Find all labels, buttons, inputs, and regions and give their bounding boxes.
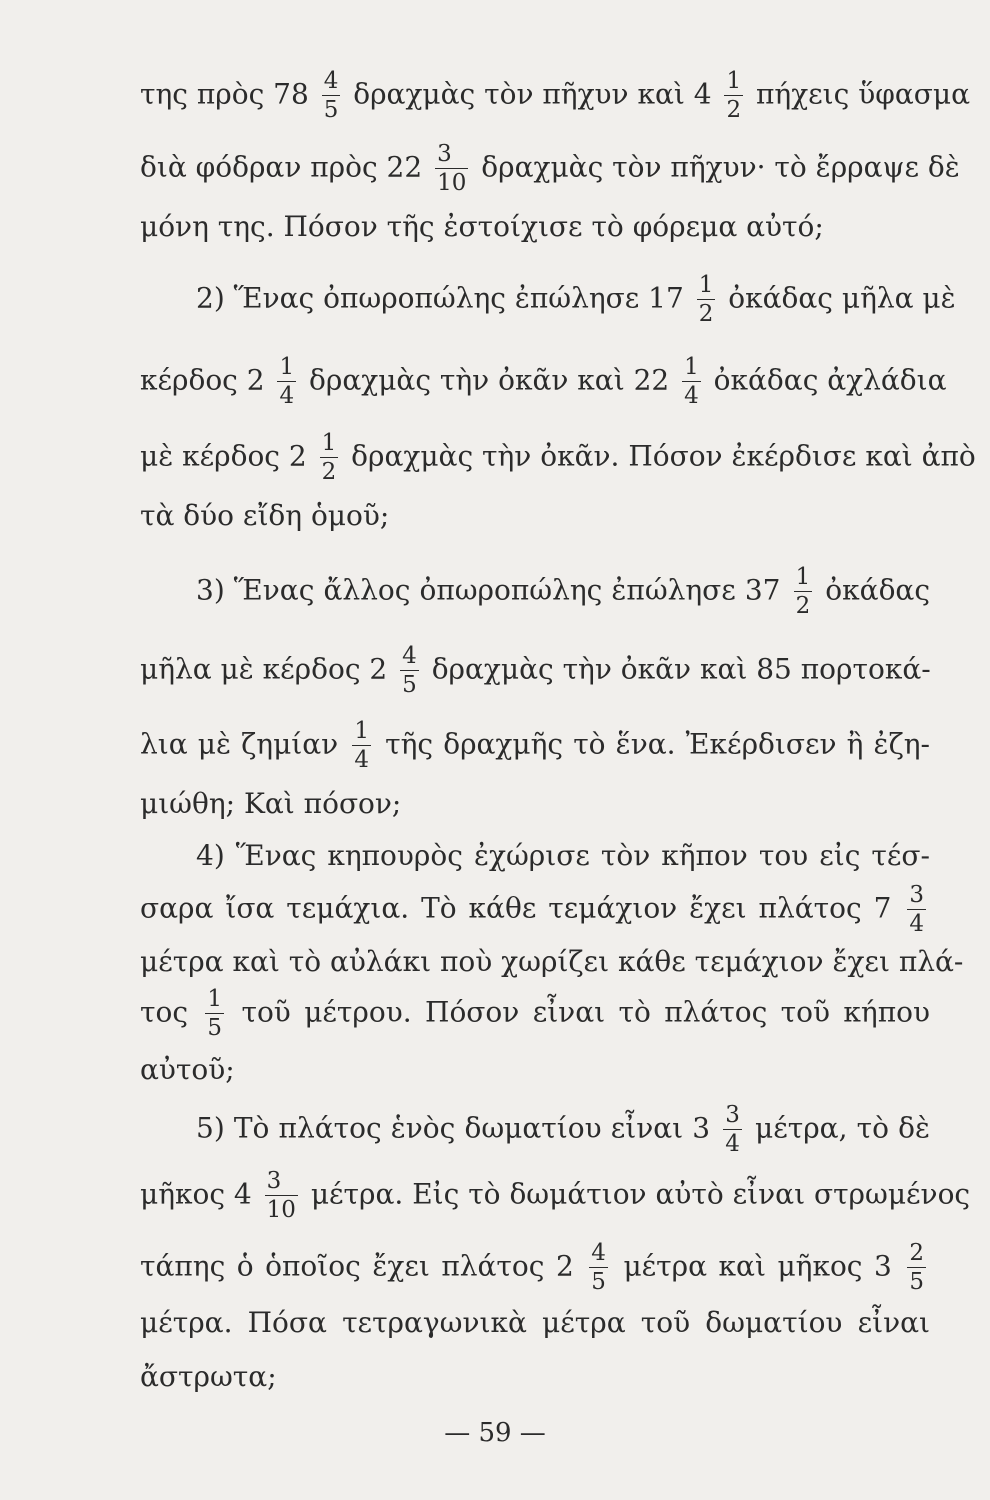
text-segment: μόνη της. Πόσον τῆς ἐστοίχισε τὸ φόρεμα αὐτό; [140, 210, 824, 243]
fraction-denominator: 4 [354, 747, 369, 773]
text-segment: δραχμὰς τὸν πῆχυν καὶ 4 [353, 77, 712, 111]
fraction-denominator: 5 [402, 672, 417, 698]
fraction-numerator: 3 [265, 1170, 298, 1196]
text-segment: ὀκάδας ἀχλάδια [713, 363, 947, 397]
fraction-denominator: 5 [323, 97, 339, 123]
fraction-numerator: 1 [354, 718, 369, 744]
text-line-8 [140, 564, 931, 619]
text-segment: σαρα ἴσα τεμάχια. Τὸ κάθε τεμάχιον ἔχει πλάτος 7 [140, 891, 892, 925]
text-segment: 3) Ἕνας ἄλλος ὀπωροπώλης ἐπώλησε 37 [196, 573, 781, 607]
fraction-denominator: 4 [279, 383, 295, 409]
text-segment: τὰ δύο εἴδη ὁμοῦ; [140, 499, 390, 532]
text-line-3 [140, 207, 930, 247]
text-segment: τος [140, 995, 189, 1029]
fraction-numerator: 1 [684, 354, 699, 380]
text-segment: πήχεις ὕφασμα [756, 77, 970, 111]
fraction-denominator: 5 [909, 1269, 924, 1295]
text-line-6 [140, 430, 976, 485]
fraction [277, 356, 296, 408]
fraction-numerator: 2 [909, 1240, 924, 1266]
text-segment: ὀκάδας μῆλα μὲ [728, 281, 956, 315]
text-line-11 [140, 784, 930, 824]
fraction-denominator: 4 [909, 911, 924, 937]
fraction-numerator: 1 [726, 68, 742, 94]
fraction-numerator: 3 [435, 143, 468, 169]
text-segment: κέρδος 2 [140, 363, 265, 397]
text-segment: τῆς δραχμῆς τὸ ἕνα. Ἐκέρδισεν ἢ ἐζη- [385, 727, 930, 761]
fraction [907, 884, 926, 936]
text-line-4 [140, 272, 956, 327]
fraction-denominator: 2 [698, 301, 714, 327]
fraction-denominator: 10 [266, 1197, 296, 1223]
text-line-1 [140, 68, 970, 123]
text-line-18 [140, 1168, 971, 1223]
text-segment: 5) Τὸ πλάτος ἑνὸς δωματίου εἶναι 3 [196, 1111, 711, 1145]
fraction-denominator: 10 [437, 170, 467, 196]
fraction-denominator: 4 [684, 383, 699, 409]
fraction [907, 1242, 926, 1294]
fraction-numerator: 4 [323, 68, 339, 94]
text-segment: μέτρα καὶ μῆκος 3 [623, 1249, 892, 1283]
text-segment: δραχμὰς τὴν ὀκᾶν. Πόσον ἐκέρδισε καὶ ἀπὸ [351, 439, 976, 473]
text-segment: αὐτοῦ; [140, 1053, 235, 1086]
text-segment: 4) Ἕνας κηπουρὸς ἐχώρισε τὸν κῆπον του εἰς τέσ- [196, 839, 930, 872]
page-number: — 59 — [444, 1418, 546, 1448]
text-line-2 [140, 141, 960, 196]
text-line-15 [140, 986, 930, 1041]
text-segment: δραχμὰς τὴν ὀκᾶν καὶ 85 πορτοκά- [431, 652, 931, 686]
text-line-21 [140, 1357, 930, 1397]
fraction-numerator: 1 [321, 430, 337, 456]
text-line-19 [140, 1240, 930, 1295]
fraction [435, 143, 468, 195]
fraction [723, 1104, 742, 1156]
fraction-numerator: 3 [725, 1102, 740, 1128]
text-segment: μῆκος 4 [140, 1177, 252, 1211]
text-line-17 [140, 1102, 930, 1157]
fraction [697, 274, 716, 326]
text-segment: δραχμὰς τὸν πῆχυν· τὸ ἔρραψε δὲ [481, 150, 960, 184]
fraction [682, 356, 701, 408]
text-line-7 [140, 496, 930, 536]
fraction-denominator: 2 [795, 593, 811, 619]
text-line-20 [140, 1303, 930, 1343]
text-segment: διὰ φόδραν πρὸς 22 [140, 150, 423, 184]
fraction-numerator: 1 [207, 986, 223, 1012]
fraction [724, 70, 743, 122]
fraction-denominator: 2 [321, 459, 337, 485]
text-segment: της πρὸς 78 [140, 77, 309, 111]
text-segment: λια μὲ ζημίαν [140, 727, 339, 761]
fraction-numerator: 1 [279, 354, 295, 380]
text-segment: μὲ κέρδος 2 [140, 439, 307, 473]
fraction-numerator: 4 [402, 643, 417, 669]
text-segment: μέτρα καὶ τὸ αὐλάκι ποὺ χωρίζει κάθε τεμάχιον ἔχει πλά- [140, 945, 964, 978]
text-segment: μέτρα, τὸ δὲ [755, 1111, 930, 1145]
text-segment: μιώθη; Καὶ πόσον; [140, 787, 402, 820]
fraction [322, 70, 341, 122]
fraction [320, 432, 339, 484]
text-segment: τάπης ὁ ὁποῖος ἔχει πλάτος 2 [140, 1249, 574, 1283]
fraction-denominator: 4 [725, 1131, 740, 1157]
fraction-denominator: 2 [726, 97, 742, 123]
text-segment: τοῦ μέτρου. Πόσον εἶναι τὸ πλάτος τοῦ κήπου [241, 995, 930, 1029]
text-segment: δραχμὰς τὴν ὀκᾶν καὶ 22 [309, 363, 670, 397]
text-line-9 [140, 643, 931, 698]
fraction-numerator: 1 [698, 272, 714, 298]
text-segment: 2) Ἕνας ὀπωροπώλης ἐπώλησε 17 [196, 281, 684, 315]
text-segment: μέτρα. Εἰς τὸ δωμάτιον αὐτὸ εἶναι στρωμένος [310, 1177, 971, 1211]
text-segment: μῆλα μὲ κέρδος 2 [140, 652, 388, 686]
fraction [265, 1170, 298, 1222]
text-line-16 [140, 1050, 930, 1090]
text-segment: ἄστρωτα; [140, 1360, 277, 1393]
text-line-5 [140, 354, 947, 409]
text-segment: μέτρα. Πόσα τετραγωνικὰ μέτρα τοῦ δωματίου εἶναι [140, 1306, 930, 1339]
fraction-numerator: 1 [795, 564, 811, 590]
fraction-denominator: 5 [207, 1015, 223, 1041]
fraction-denominator: 5 [591, 1269, 606, 1295]
text-line-14 [140, 942, 964, 982]
text-line-12 [140, 836, 930, 876]
fraction [589, 1242, 608, 1294]
text-line-10 [140, 718, 930, 773]
fraction-numerator: 4 [591, 1240, 606, 1266]
text-line-13 [140, 882, 930, 937]
fraction [794, 566, 813, 618]
text-segment: ὀκάδας [825, 573, 931, 607]
fraction [205, 988, 224, 1040]
fraction [400, 645, 419, 697]
fraction [352, 720, 371, 772]
fraction-numerator: 3 [909, 882, 924, 908]
